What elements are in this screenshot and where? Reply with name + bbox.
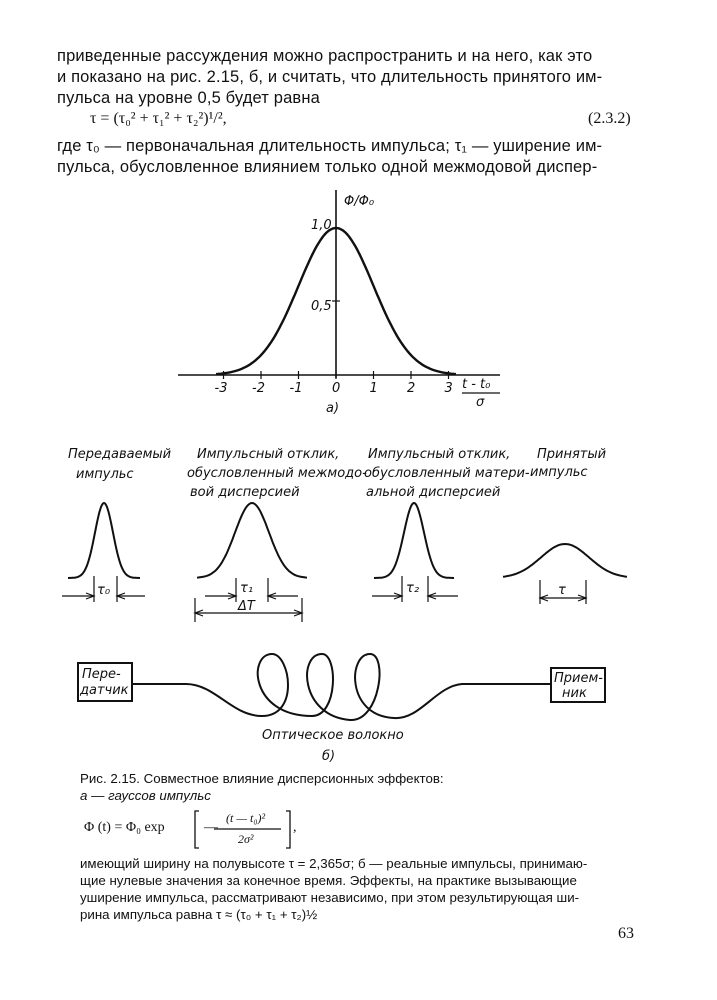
caption-line: щие нулевые значения за конечное время. Эффекты, на практике вызывающие [80, 873, 577, 888]
caption-line: уширение импульса, рассматривают независимо, при этом результирующая ши- [80, 890, 580, 905]
x-tick-label: 3 [444, 381, 453, 396]
y-tick-label: 0,5 [311, 299, 332, 314]
received-pulse [503, 544, 627, 577]
caption-formula-denominator: 2σ² [238, 832, 254, 846]
text-line: и показано на рис. 2.15, б, и считать, что длительность принятого им- [57, 68, 603, 86]
caption-line: имеющий ширину на полувысоте τ = 2,365σ; б — реальные импульсы, принимаю- [80, 856, 588, 871]
label-received-line1: Принятый [537, 447, 607, 462]
y-tick-label: 1,0 [311, 218, 332, 233]
fiber-label: Оптическое волокно [262, 728, 404, 743]
transmitter-label-line1: Пере- [82, 667, 121, 682]
caption-continuation [80, 855, 640, 923]
label-modal-line2: обусловленный межмодо- [187, 466, 367, 481]
material-dispersion-pulse [374, 503, 454, 578]
modal-dispersion-pulse [197, 503, 307, 578]
optical-fiber-coil [132, 654, 551, 720]
x-tick-label: -3 [214, 381, 228, 396]
x-axis-label-numerator: t - t₀ [462, 377, 491, 392]
caption-formula-minus: — [204, 820, 218, 835]
text-line: где τ₀ — первоначальная длительность импульса; τ₁ — уширение им- [57, 137, 603, 155]
label-transmitted-line1: Передаваемый [68, 447, 172, 462]
label-material-line3: альной дисперсией [366, 485, 501, 500]
equation-2-3-2: τ = (τ₀² + τ₁² + τ₂²)¹/², [90, 110, 227, 127]
transmitter-label-line2: датчик [80, 683, 129, 698]
x-axis-label-denominator: σ [476, 395, 485, 410]
caption-formula-lhs: Φ (t) = Φ₀ exp [84, 820, 165, 835]
x-tick-label: 1 [369, 381, 378, 396]
width-label-tau2: τ₂ [406, 581, 420, 596]
label-material-line2: обусловленный матери- [364, 466, 530, 481]
caption [80, 770, 640, 804]
label-material-line1: Импульсный отклик, [368, 447, 511, 462]
text-line: приведенные рассуждения можно распространить и на него, как это [57, 47, 593, 65]
text-line: пульса на уровне 0,5 будет равна [57, 89, 320, 107]
caption-line-a: а — гауссов импульс [80, 788, 211, 803]
figure-b-fiber-link [78, 654, 605, 764]
width-label-delta-t: ΔT [238, 599, 255, 614]
width-label-tau1: τ₁ [240, 581, 254, 596]
equation-number: (2.3.2) [588, 110, 631, 127]
transmitted-pulse [68, 503, 140, 578]
x-tick-label: -2 [252, 381, 265, 396]
text-line: пульса, обусловленное влиянием только одной межмодовой диспер- [57, 158, 598, 176]
panel-label-a: а) [326, 401, 340, 416]
caption-line: рина импульса равна τ ≈ (τ₀ + τ₁ + τ₂)½ [80, 907, 318, 922]
panel-label-b: б) [322, 749, 336, 764]
caption-formula-numerator: (t — t₀)² [226, 811, 266, 825]
figure-b-pulses [62, 503, 627, 622]
receiver-label-line1: Прием- [554, 671, 603, 686]
label-received-line2: импульс [530, 465, 588, 480]
label-modal-line3: вой дисперсией [190, 485, 300, 500]
page-number: 63 [618, 925, 634, 942]
label-transmitted-line2: импульс [76, 467, 134, 482]
y-axis-label: Φ/Φ₀ [344, 194, 375, 209]
caption-formula-comma: , [293, 820, 297, 835]
figure-a [178, 190, 500, 416]
receiver-label-line2: ник [562, 686, 587, 701]
x-tick-label: -1 [289, 381, 303, 396]
x-tick-label: 0 [332, 381, 341, 396]
figure-b-labels [68, 447, 606, 500]
caption-title: Рис. 2.15. Совместное влияние дисперсионных эффектов: [80, 771, 444, 786]
width-label-tau0: τ₀ [97, 583, 111, 598]
label-modal-line1: Импульсный отклик, [197, 447, 340, 462]
x-tick-label: 2 [407, 381, 416, 396]
width-label-tau: τ [558, 583, 566, 598]
